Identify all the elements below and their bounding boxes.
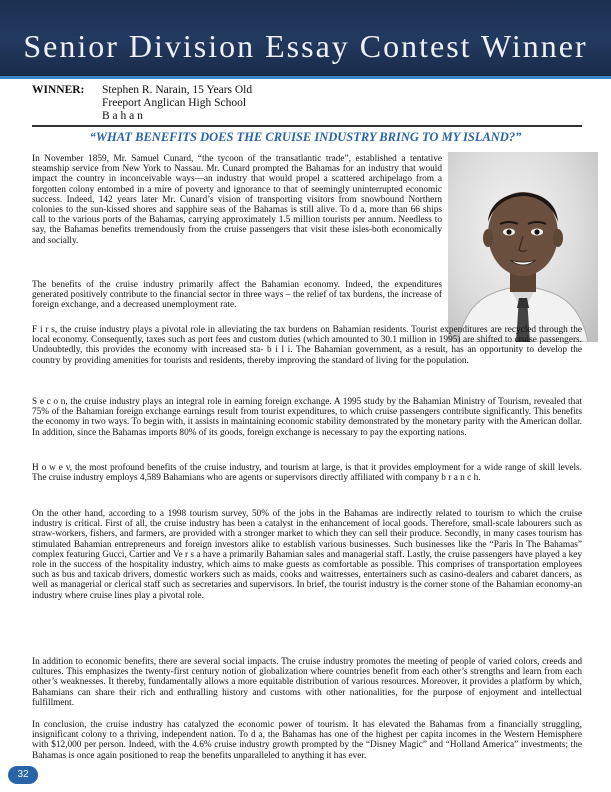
student-photo — [448, 152, 598, 342]
winner-name: Stephen R. Narain, 15 Years Old — [102, 84, 253, 96]
essay-paragraph-7: In addition to economic benefits, there are several social impacts. The cruise industry promotes the meeting of people of varied colors, creeds and cultures. This emphasizes the twenty-first century notion of globalization where countries benefit from each other’s strengths and learn from each other’s weaknesses. It thereby, fundamentally allows a more equitable distribution of various resources. Moreover, it provides a platform by which, Bahamians can share their rich and enthralling history and customs with other nationalities, for the purpose of enjoyment and intellectual fulfillment. — [32, 657, 582, 708]
accent-line — [0, 76, 611, 79]
essay-paragraph-6: On the other hand, according to a 1998 tourism survey, 50% of the jobs in the Bahamas are indirectly related to tourism to which the cruise industry is critical. First of all, the cruise industry has been a catalyst in the enhancement of local goods. Therefore, small-scale labourers such as straw-workers, fishers, and farmers, are provided with a stronger market to which they can sell their produce. Secondly, in many cases tourism has stimulated Bahamian entrepreneurs and foreign investors alike to establish various businesses. Such businesses like the “Paris In The Bahamas” complex featuring Gucci, Cartier and Ve r s a have a primarily Bahamian sales and managerial staff. Lastly, the cruise passengers have played a key role in the success of the hospitality industry, which aims to make guests as comfortable as possible. This comprises of transportation employees such as bus and taxicab drivers, domestic workers such as maids, cooks and waitresses, entertainers such as casino-dealers and cabaret dancers, as well as managerial or clerical staff such as secretaries and supervisors. In brief, the tourist industry is the corner stone of the Bahamian economy-an industry where cruise lines play a pivotal role. — [32, 509, 582, 601]
page-number: 32 — [8, 766, 38, 784]
essay-paragraph-8: In conclusion, the cruise industry has catalyzed the economic power of tourism. It has elevated the Bahamas from a financially struggling, insignificant colony to a thriving, independent nation. To d a, the Bahamas has one of the highest per capita incomes in the Western Hemisphere with $12,000 per person. Indeed, with the 4.6% cruise industry growth prompted by the “Disney Magic” and “Holland America” investments; the Bahamas is once again positioned to reap the benefits unparalleled to anything it has ever. — [32, 720, 582, 761]
winner-label: WINNER: — [32, 84, 85, 96]
winner-school: Freeport Anglican High School — [102, 97, 247, 109]
essay-paragraph-5: H o w e v, the most profound benefits of the cruise industry, and tourism at large, is that it provides employment for a wide range of skill levels. The cruise industry employs 4,589 Bahamians who are agents or supervisors directly affiliated with company b r a n c h. — [32, 463, 582, 484]
essay-paragraph-4: S e c o n, the cruise industry plays an integral role in earning foreign exchange. A 1995 study by the Bahamian Ministry of Tourism, revealed that 75% of the Bahamian foreign exchange earnings result from tourist expenditures, to which cruise passengers contribute significantly. This benefits the economy in two ways. To begin with, it assists in maintaining economic stability demonstrated by the monetary parity with the American dollar. In addition, since the Bahamas imports 80% of its goods, foreign exchange is necessary to pay the exporting nations. — [32, 397, 582, 438]
divider — [32, 125, 582, 127]
page-title: Senior Division Essay Contest Winner — [23, 28, 588, 64]
essay-paragraph-1: In November 1859, Mr. Samuel Cunard, “the tycoon of the transatlantic trade”, established a tentative steamship service from New York to Nassau. Mr. Cunard prompted the Bahamas for an industry that would impact the country in inconceivable ways—an industry that would propel a scattered archipelago from a forgotten colony entombed in a mire of poverty and ignorance to that of seemingly uninterrupted economic success. Indeed, 142 years later Mr. Cunard’s vision of transporting visitors from snowbound Northern colonies to the sun-kissed shores and sapphire seas of the Bahamas is still alive. To d a, more than 66 ships call to the various ports of the Bahamas, carrying approximately 1.5 million tourists per annum. Needless to say, the Bahamas benefits tremendously from the cruise passengers that visit these isles-both economically and socially. — [32, 154, 442, 246]
header-banner — [0, 0, 611, 76]
winner-island: B a h a n — [102, 110, 143, 122]
essay-paragraph-3: F i r s, the cruise industry plays a pivotal role in alleviating the tax burdens on Bahamian residents. Tourist expenditures are recycled through the local economy. Consequently, taxes such as port fees and custom duties (which amounted to 30.1 million in 1995) are shifted to cruise passengers. Undoubtedly, this provides the economy with increased sta- b i l i. The Bahamian government, as a result, has an opportunity to develop the country by providing amenities for tourists and residents, thereby improving the standard of living for the population. — [32, 325, 582, 366]
essay-paragraph-2: The benefits of the cruise industry primarily affect the Bahamian economy. Indeed, the expenditures generated positively contribute to the financial sector in three ways – the relief of tax burdens, the increase of foreign exchange, and a decreased unemployment rate. — [32, 280, 442, 311]
portrait-image — [448, 152, 598, 342]
winner-details — [102, 84, 422, 123]
essay-question: “WHAT BENEFITS DOES THE CRUISE INDUSTRY BRING TO MY ISLAND?” — [89, 130, 522, 144]
